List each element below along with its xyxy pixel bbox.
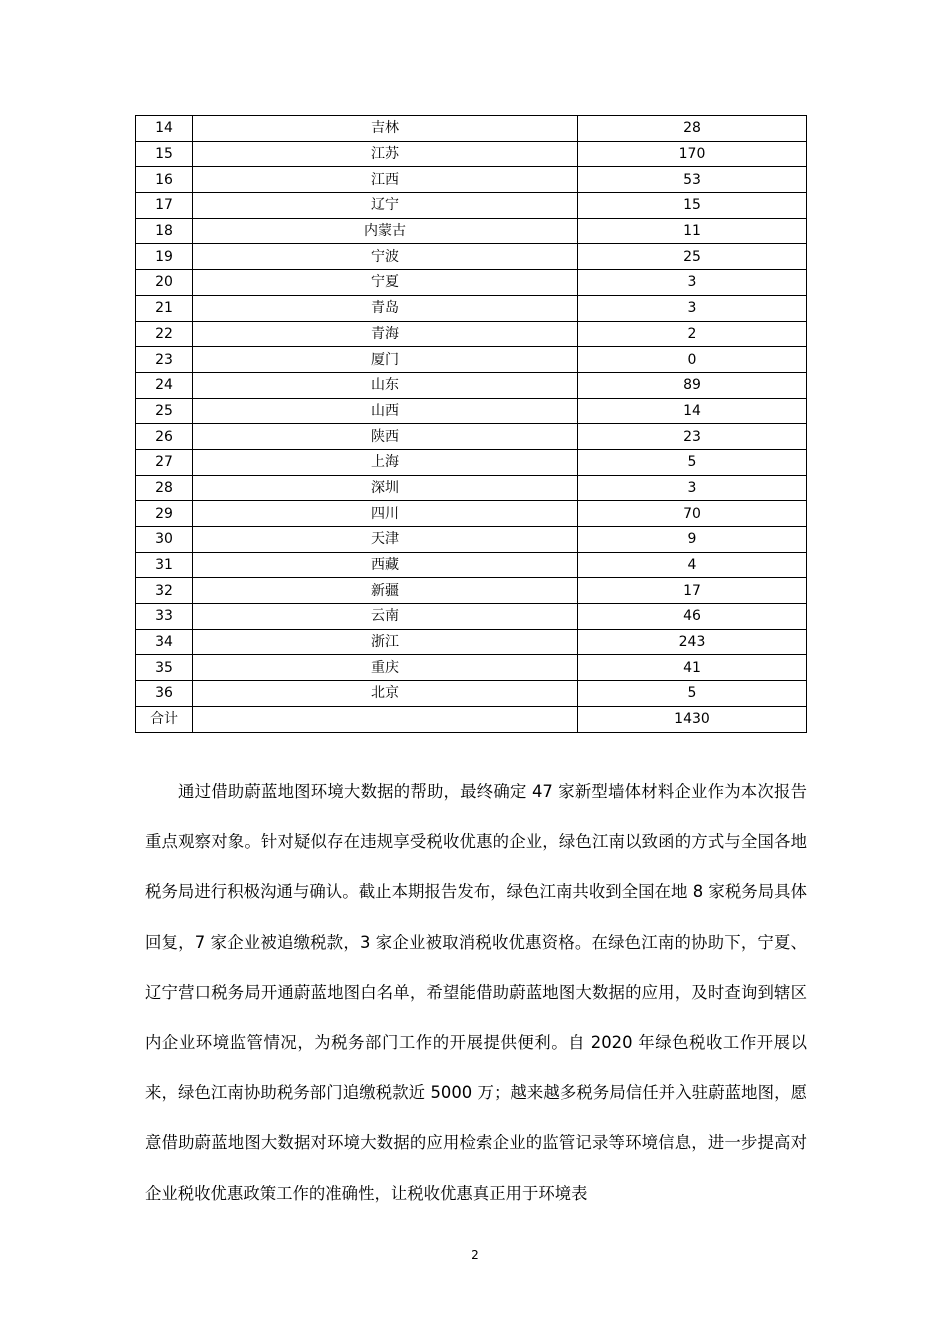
table-row: [136, 321, 807, 347]
table-cell-index: 31: [136, 552, 193, 578]
table-cell-index: 21: [136, 295, 193, 321]
table-cell-index: 34: [136, 629, 193, 655]
table-cell-index: 28: [136, 475, 193, 501]
table-cell-count: 170: [578, 141, 807, 167]
table-cell-region: 深圳: [193, 475, 578, 501]
table-row: [136, 424, 807, 450]
table-cell-region: 宁夏: [193, 270, 578, 296]
table-row: [136, 116, 807, 142]
table-cell-count: 5: [578, 681, 807, 707]
table-cell-count: 28: [578, 116, 807, 142]
table-cell-region: 陕西: [193, 424, 578, 450]
table-row: [136, 218, 807, 244]
table-cell-index: 15: [136, 141, 193, 167]
table-cell-index: 20: [136, 270, 193, 296]
table-row: [136, 141, 807, 167]
table-cell-region: 上海: [193, 449, 578, 475]
table-cell-region: 云南: [193, 604, 578, 630]
table-cell-count: 9: [578, 527, 807, 553]
table-cell-region: 辽宁: [193, 193, 578, 219]
table-row: [136, 501, 807, 527]
table-row: [136, 398, 807, 424]
table-cell-index: 33: [136, 604, 193, 630]
table-cell-region: 重庆: [193, 655, 578, 681]
table-cell-index: 26: [136, 424, 193, 450]
table-cell-count: 243: [578, 629, 807, 655]
table-cell-index: 14: [136, 116, 193, 142]
table-cell-region: 西藏: [193, 552, 578, 578]
paragraph: 通过借助蔚蓝地图环境大数据的帮助，最终确定 47 家新型墙体材料企业作为本次报告重点观察对象。针对疑似存在违规享受税收优惠的企业，绿色江南以致函的方式与全国各地税务局进行积极沟通与确认。截止本期报告发布，绿色江南共收到全国在地 8 家税务局具体回复，7 家企业被追缴税款，3 家企业被取消税收优惠资格。在绿色江南的协助下，宁夏、辽宁营口税务局开通蔚蓝地图白名单，希望能借助蔚蓝地图大数据的应用，及时查询到辖区内企业环境监管情况，为税务部门工作的开展提供便利。自 2020 年绿色税收工作开展以来，绿色江南协助税务部门追缴税款近 5000 万；越来越多税务局信任并入驻蔚蓝地图，愿意借助蔚蓝地图大数据对环境大数据的应用检索企业的监管记录等环境信息，进一步提高对企业税收优惠政策工作的准确性，让税收优惠真正用于环境表: [145, 782, 807, 1203]
table-cell-count: 23: [578, 424, 807, 450]
table-cell-count: 46: [578, 604, 807, 630]
table-row: [136, 527, 807, 553]
table-cell-region: 内蒙古: [193, 218, 578, 244]
table-cell-count: 3: [578, 475, 807, 501]
table-cell-index: 36: [136, 681, 193, 707]
data-table: [135, 115, 807, 733]
table-cell-region: 山东: [193, 372, 578, 398]
table-cell-index: 30: [136, 527, 193, 553]
page-number: 2: [471, 1248, 479, 1262]
table-cell-index: 32: [136, 578, 193, 604]
table-cell-index: 22: [136, 321, 193, 347]
body-text: [145, 767, 807, 1219]
table-row: [136, 655, 807, 681]
table-row: [136, 295, 807, 321]
table-row: [136, 629, 807, 655]
table-cell-count: 4: [578, 552, 807, 578]
table-cell-region: 吉林: [193, 116, 578, 142]
table-cell-index: 16: [136, 167, 193, 193]
table-cell-region: 江西: [193, 167, 578, 193]
table-cell-index: 23: [136, 347, 193, 373]
table-cell-region: 四川: [193, 501, 578, 527]
table-cell-count: 2: [578, 321, 807, 347]
table-row: [136, 347, 807, 373]
table-cell-count: 3: [578, 295, 807, 321]
table-cell-count: 11: [578, 218, 807, 244]
table-cell-index: 17: [136, 193, 193, 219]
table-cell-region: 青海: [193, 321, 578, 347]
table-cell-region: 江苏: [193, 141, 578, 167]
table-cell-count: 41: [578, 655, 807, 681]
table-cell-region: 北京: [193, 681, 578, 707]
table-cell-count: 53: [578, 167, 807, 193]
table-row: [136, 475, 807, 501]
table-cell-count: 70: [578, 501, 807, 527]
table-row: [136, 681, 807, 707]
table-row-total: [136, 706, 807, 732]
table-row: [136, 578, 807, 604]
table-cell-count: 17: [578, 578, 807, 604]
table-cell-count: 5: [578, 449, 807, 475]
table-cell-region: 浙江: [193, 629, 578, 655]
table-cell-index: 35: [136, 655, 193, 681]
table-cell-region: 山西: [193, 398, 578, 424]
table-row: [136, 604, 807, 630]
table-row: [136, 244, 807, 270]
table-cell-index: 29: [136, 501, 193, 527]
table-cell-count: 15: [578, 193, 807, 219]
table-cell-count: 3: [578, 270, 807, 296]
table-cell-index: 27: [136, 449, 193, 475]
table-row: [136, 372, 807, 398]
table-cell-index: 18: [136, 218, 193, 244]
table-row: [136, 270, 807, 296]
table-cell-index: 19: [136, 244, 193, 270]
table-row: [136, 193, 807, 219]
total-region-cell: [193, 706, 578, 732]
table-cell-region: 宁波: [193, 244, 578, 270]
table-cell-index: 24: [136, 372, 193, 398]
table-cell-count: 14: [578, 398, 807, 424]
total-label-cell: 合计: [136, 706, 193, 732]
table-cell-region: 青岛: [193, 295, 578, 321]
table-cell-region: 新疆: [193, 578, 578, 604]
table-body: [136, 116, 807, 733]
table-cell-count: 25: [578, 244, 807, 270]
table-row: [136, 167, 807, 193]
table-row: [136, 449, 807, 475]
table-row: [136, 552, 807, 578]
table-cell-region: 天津: [193, 527, 578, 553]
table-cell-region: 厦门: [193, 347, 578, 373]
total-value-cell: 1430: [578, 706, 807, 732]
table-cell-count: 89: [578, 372, 807, 398]
table-cell-index: 25: [136, 398, 193, 424]
table-cell-count: 0: [578, 347, 807, 373]
